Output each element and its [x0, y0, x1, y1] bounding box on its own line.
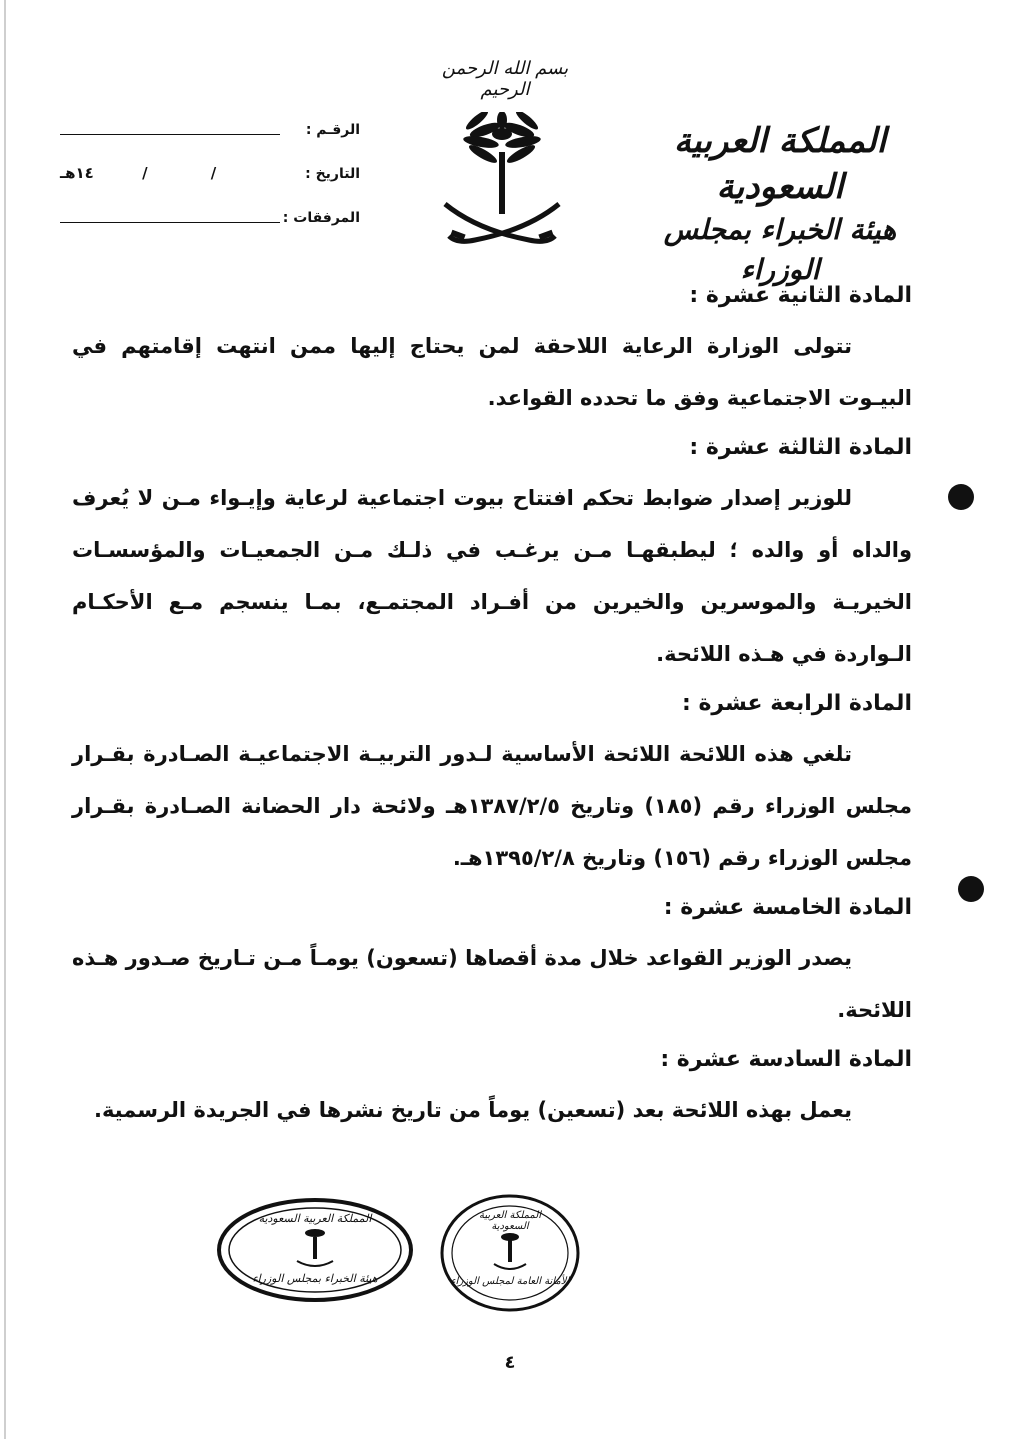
issuer-heading [620, 118, 940, 290]
kingdom-name: المملكة العربية السعودية [673, 121, 887, 207]
attachments-row [60, 206, 360, 250]
article-heading: المادة الخامسة عشرة : [663, 895, 912, 920]
punch-hole [948, 484, 974, 510]
ref-row [60, 118, 360, 162]
date-row [60, 162, 360, 206]
article-heading: المادة الثانية عشرة : [689, 283, 912, 308]
seal-right-bottom: الأمانة العامة لمجلس الوزراء [450, 1276, 570, 1287]
reference-block [60, 118, 360, 250]
seal-right-top: المملكة العربية السعودية [478, 1210, 542, 1232]
palm-swords-emblem-icon [437, 112, 567, 262]
article-heading: المادة الثالثة عشرة : [689, 435, 912, 460]
attachments-label: المرفقات : [282, 210, 360, 226]
date-value [60, 164, 280, 182]
seal-left-bottom: هيئة الخبراء بمجلس الوزراء [252, 1272, 378, 1285]
article-text: للوزير إصدار ضوابط تحكم افتتاح بيوت اجتماعية لرعاية وإيـواء مـن لا يُعرف والداه أو والده ؛ ليطبقهـا مـن يرغـب في ذلـك مـن الجمعيـات والمؤسسـات الخيريـة والموسرين والخيرين من أفـراد المجتمـع، بمـا ينسجم مـع الأحكـام الـواردة في هـذه اللائحة. [72, 486, 912, 666]
date-year: ١٤هـ [60, 164, 94, 182]
article-text: يصدر الوزير القواعد خلال مدة أقصاها (تسعون) يومـاً مـن تـاريخ صـدور هـذه اللائحة. [72, 946, 912, 1022]
article-text: تلغي هذه اللائحة اللائحة الأساسية لـدور التربيـة الاجتماعيـة الصـادرة بقـرار مجلس الوزراء رقم (١٨٥) وتاريخ ١٣٨٧/٢/٥هـ ولائحة دار الحضانة الصـادرة بقـرار مجلس الوزراء رقم (١٥٦) وتاريخ ١٣٩٥/٢/٨هـ. [72, 742, 912, 870]
page-number: ٤ [504, 1352, 516, 1373]
article-heading: المادة السادسة عشرة : [660, 1047, 912, 1072]
date-sep-1: / [142, 164, 149, 182]
date-label: التاريخ : [305, 166, 360, 182]
article-text: تتولى الوزارة الرعاية اللاحقة لمن يحتاج إليها ممن انتهت إقامتهم في البيـوت الاجتماعية وفق ما تحدده القواعد. [72, 334, 912, 410]
ref-label: الرقـم : [305, 122, 360, 138]
article-text: يعمل بهذه اللائحة بعد (تسعين) يوماً من تاريخ نشرها في الجريدة الرسمية. [93, 1098, 852, 1122]
article-heading: المادة الرابعة عشرة : [681, 691, 912, 716]
attachments-line [60, 222, 280, 223]
authority-name: هيئة الخبراء بمجلس الوزراء [663, 213, 897, 286]
basmala: بسم الله الرحمن الرحيم [441, 58, 569, 100]
scan-edge [4, 0, 6, 1439]
seal-left-top: المملكة العربية السعودية [258, 1212, 372, 1225]
ref-line [60, 134, 280, 135]
document-body [72, 272, 912, 1136]
date-sep-2: / [210, 164, 218, 182]
punch-hole [958, 876, 984, 902]
